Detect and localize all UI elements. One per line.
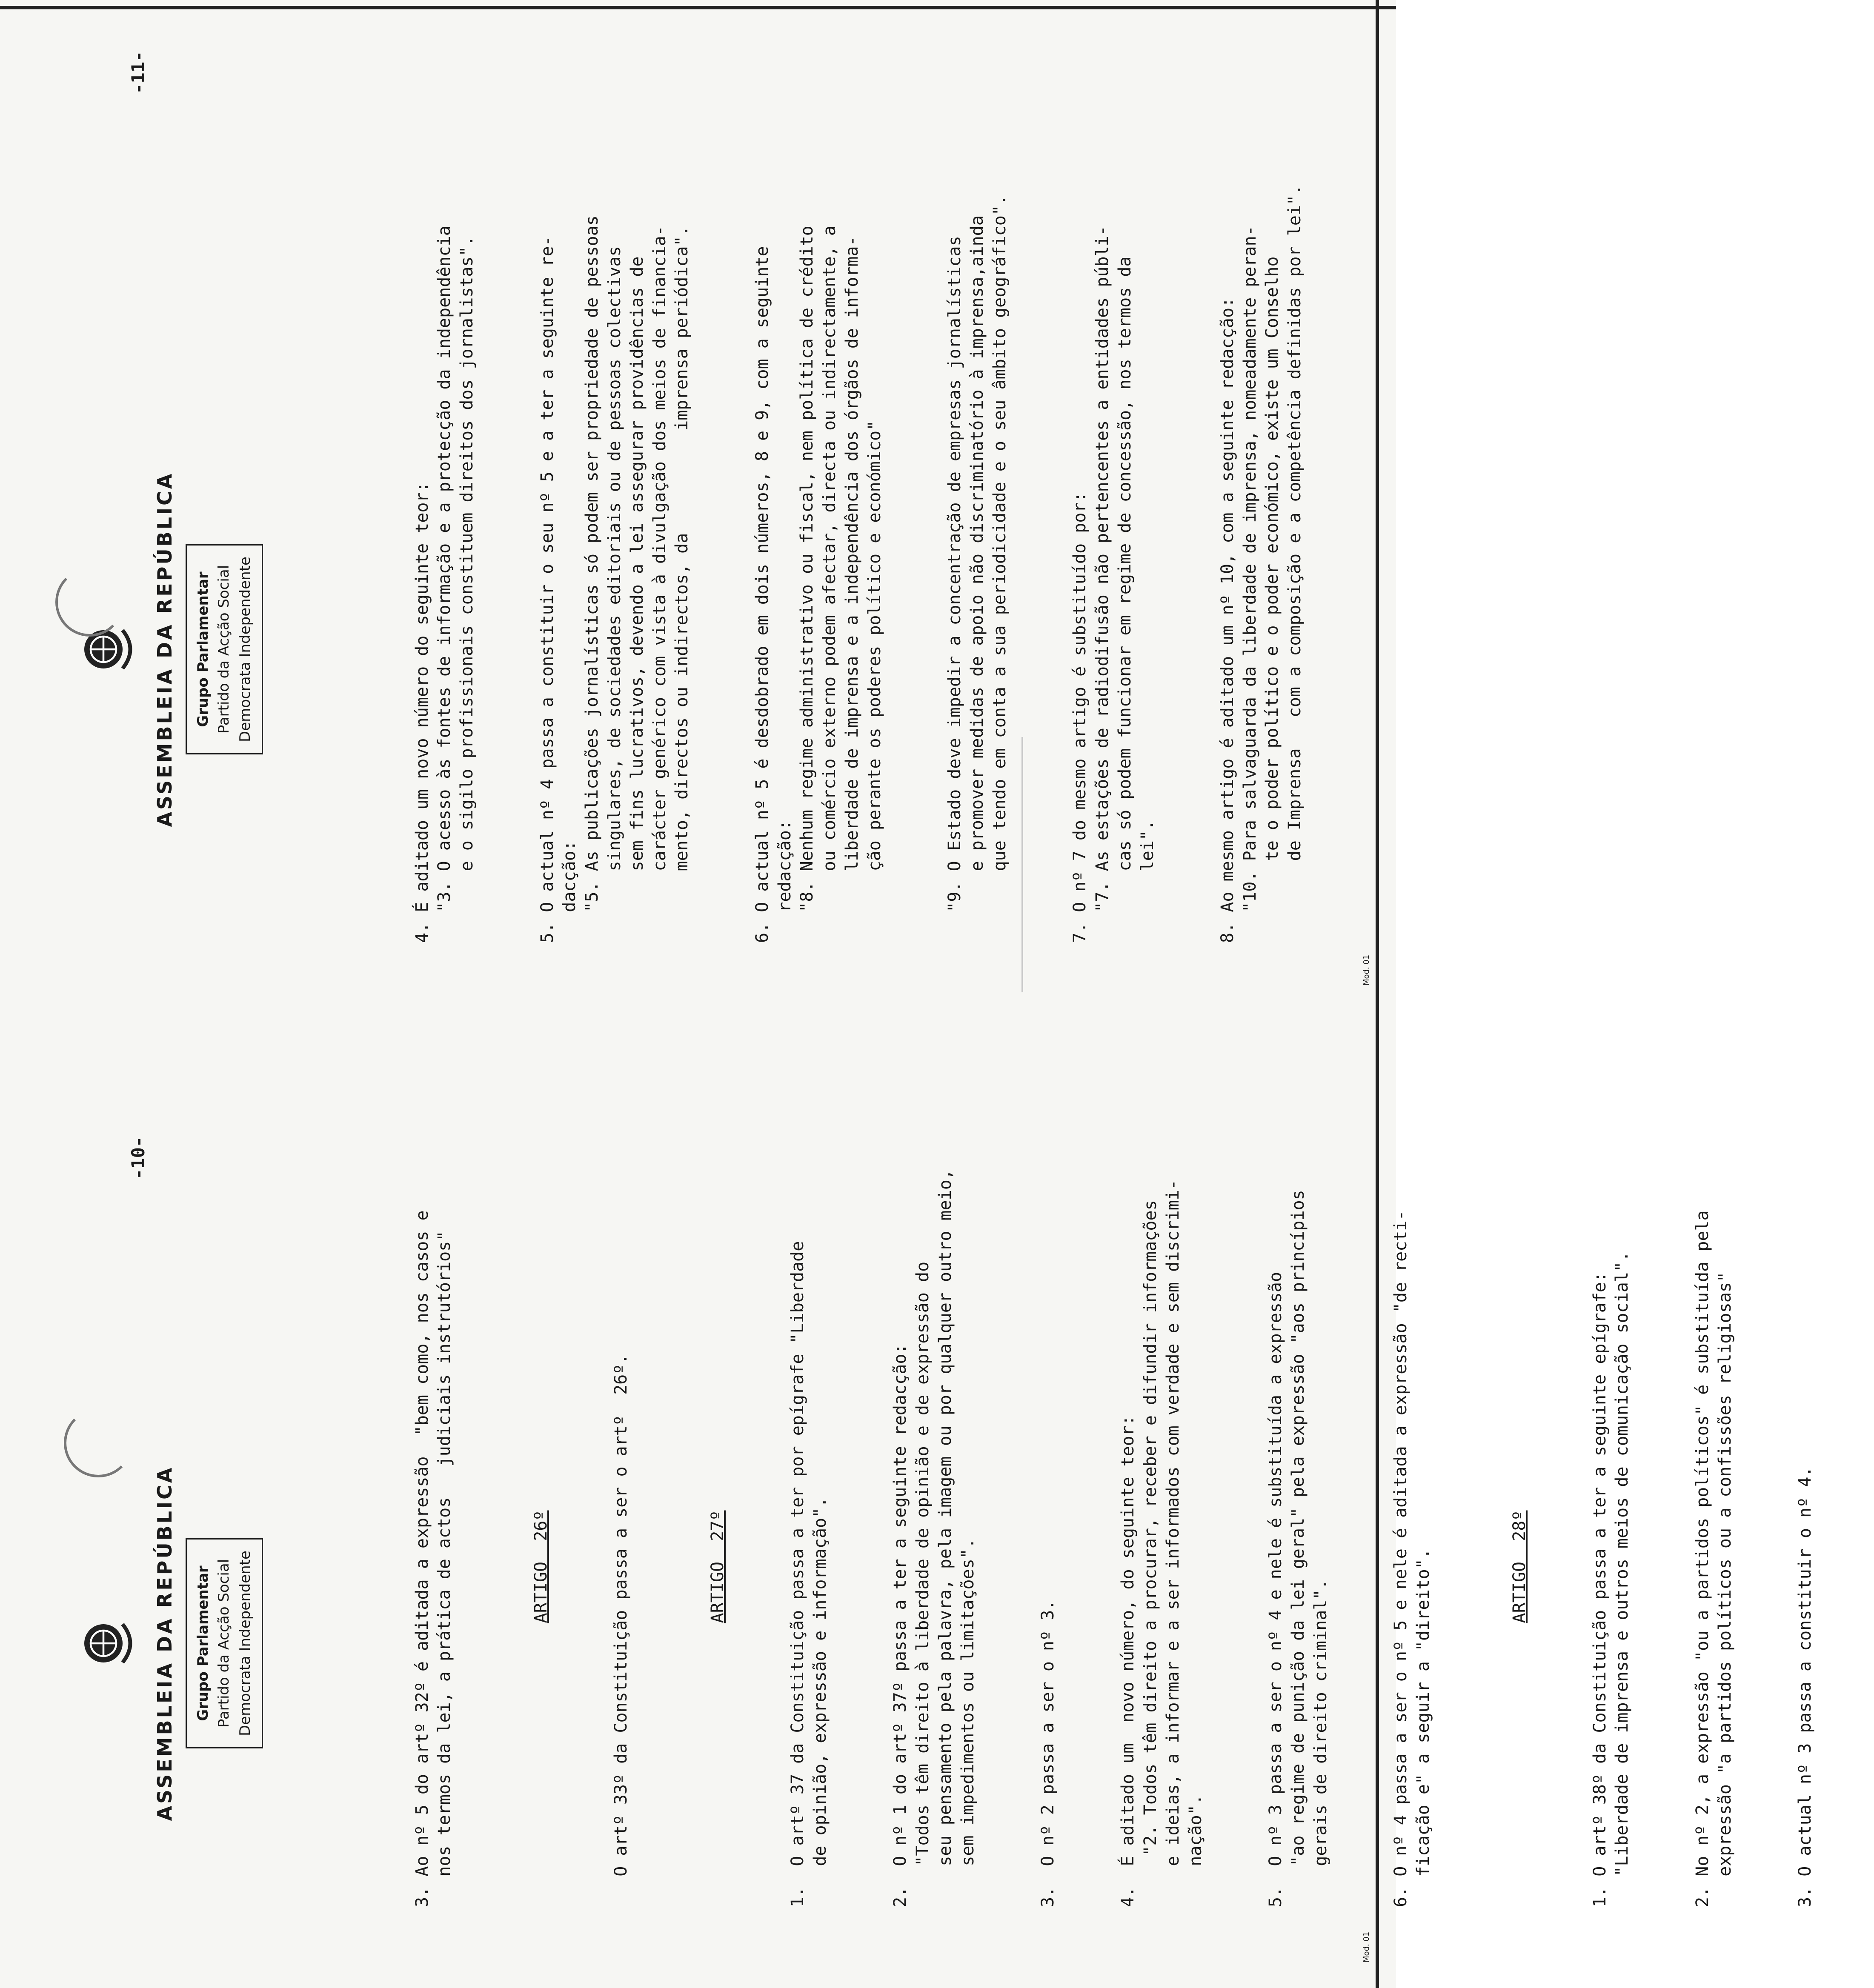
assembly-name: ASSEMBLEIA DA REPÚBLICA <box>153 471 176 827</box>
paragraph: 6. O nº 4 passa a ser o nº 5 e nele é aditada a expressão "de recti- ficação e" a seguir a "direito". <box>1391 1210 1433 1907</box>
parliamentary-group-box <box>186 544 263 754</box>
page-body <box>366 1022 1874 1907</box>
paragraph: 2. O nº 1 do artº 37º passa a ter a seguinte redacção: "Todos têm direito à liberdade de opinião e de expressão do seu pensamento pela palavra, pela imagem ou por qualquer outro meio, sem impedimentos ou limitações". <box>890 1169 978 1907</box>
paragraph: 3. O actual nº 3 passa a constituir o nº 4. <box>1795 1466 1815 1907</box>
scan-border-line <box>0 6 1396 9</box>
page-body <box>366 24 1364 943</box>
punch-hole-mark <box>55 568 124 637</box>
group-line: Partido da Acção Social <box>215 565 233 734</box>
form-mark: Mod. 01 <box>1362 1931 1371 1962</box>
paragraph: 1. O artº 37 da Constituição passa a ter por epígrafe "Liberdade de opinião, expressão e informação". <box>787 1241 830 1907</box>
scan-border-line <box>1376 0 1379 1988</box>
article-heading: ARTIGO 26º <box>531 1510 551 1623</box>
article-heading: ARTIGO 27º <box>707 1510 727 1623</box>
form-mark: Mod. 01 <box>1362 954 1371 985</box>
paragraph: 3. O nº 2 passa a ser o nº 3. <box>1038 1600 1058 1907</box>
paragraph: 4. É aditado um novo número do seguinte teor: "3. O acesso às fontes de informação e a protecção da independência e o sigilo profissionais constituem direitos dos jornalistas". <box>412 226 477 943</box>
paragraph: 1. O artº 38º da Constituição passa a ter a seguinte epígrafe: "Liberdade de imprensa e outros meios de comunicação social". <box>1590 1251 1632 1907</box>
page-header <box>77 415 263 883</box>
paragraph: 5. O actual nº 4 passa a constituir o seu nº 5 e a ter a seguinte re- dacção: "5. As publicações jornalísticas só podem ser propriedade de pessoas singulares, de sociedades editoriais ou de pessoas colectivas sem fins lucrativos, devendo a lei assegurar providências de carácter genérico com vista à divulgação dos meios de financia- mento, directos ou indirectos, da imprensa periódica". <box>537 215 692 943</box>
group-line: Democrata Independente <box>236 557 254 742</box>
paragraph: 2. No nº 2, a expressão "ou a partidos políticos" é substituída pela expressão "a partidos políticos ou a confissões religiosas" <box>1692 1210 1735 1907</box>
page-right <box>0 0 1396 994</box>
punch-hole-mark <box>64 1408 133 1477</box>
group-line: Grupo Parlamentar <box>195 1565 212 1721</box>
group-line: Partido da Acção Social <box>215 1559 233 1728</box>
group-line: Democrata Independente <box>236 1551 254 1736</box>
page-number: -11- <box>128 51 149 94</box>
paragraph: 4. É aditado um novo número, do seguinte teor: "2. Todos têm direito a procurar, receber e difundir informações e ideias, a informar e a ser informados com verdade e sem discrimi- nação". <box>1118 1180 1205 1907</box>
paragraph: 7. O nº 7 do mesmo artigo é substituído por: "7. As estações de radiodifusão não pertencentes a entidades públi- cas só podem funcionar em regime de concessão, nos termos da lei". <box>1070 226 1157 943</box>
parliamentary-group-box <box>186 1538 263 1748</box>
article-heading: ARTIGO 28º <box>1510 1510 1530 1623</box>
page-left <box>0 994 1815 1988</box>
paragraph: 3. Ao nº 5 do artº 32º é aditada a expressão "bem como, nos casos e nos termos da lei, a prática de actos judiciais instrutórios" <box>412 1210 455 1907</box>
paragraph: O artº 33º da Constituição passa a ser o artº 26º. <box>611 1354 631 1907</box>
assembly-name: ASSEMBLEIA DA REPÚBLICA <box>153 1465 176 1821</box>
paragraph: 8. Ao mesmo artigo é aditado um nº 10, com a seguinte redacção: "10. Para salvaguarda da liberdade de imprensa, nomeadamente peran- te o poder político e o poder económico, existe um Conselho de Imprensa com a composição e a competência definidas por lei". <box>1217 184 1305 943</box>
paragraph: 6. O actual nº 5 é desdobrado em dois números, 8 e 9, com a seguinte redacção: "8. Nenhum regime administrativo ou fiscal, nem política de crédito ou comércio externo podem afectar, directa ou indirectamente, a liberdade de imprensa e a independência dos órgãos de informa- ção perante os poderes político e económico" <box>752 226 884 943</box>
page-number: -10- <box>128 1136 149 1180</box>
group-line: Grupo Parlamentar <box>195 571 212 727</box>
paragraph: "9. O Estado deve impedir a concentração de empresas jornalísticas e promover medidas de apoio não discriminatório à imprensa,ainda que tendo em conta a sua periodicidade e o seu âmbito geográfico". <box>945 195 1010 912</box>
paragraph: 5. O nº 3 passa a ser o nº 4 e nele é substituída a expressão "ao regime de punição da lei geral" pela expressão "aos princípios gerais de direito criminal". <box>1266 1190 1330 1907</box>
page-header <box>77 1409 263 1877</box>
republic-emblem-icon <box>77 1611 140 1675</box>
